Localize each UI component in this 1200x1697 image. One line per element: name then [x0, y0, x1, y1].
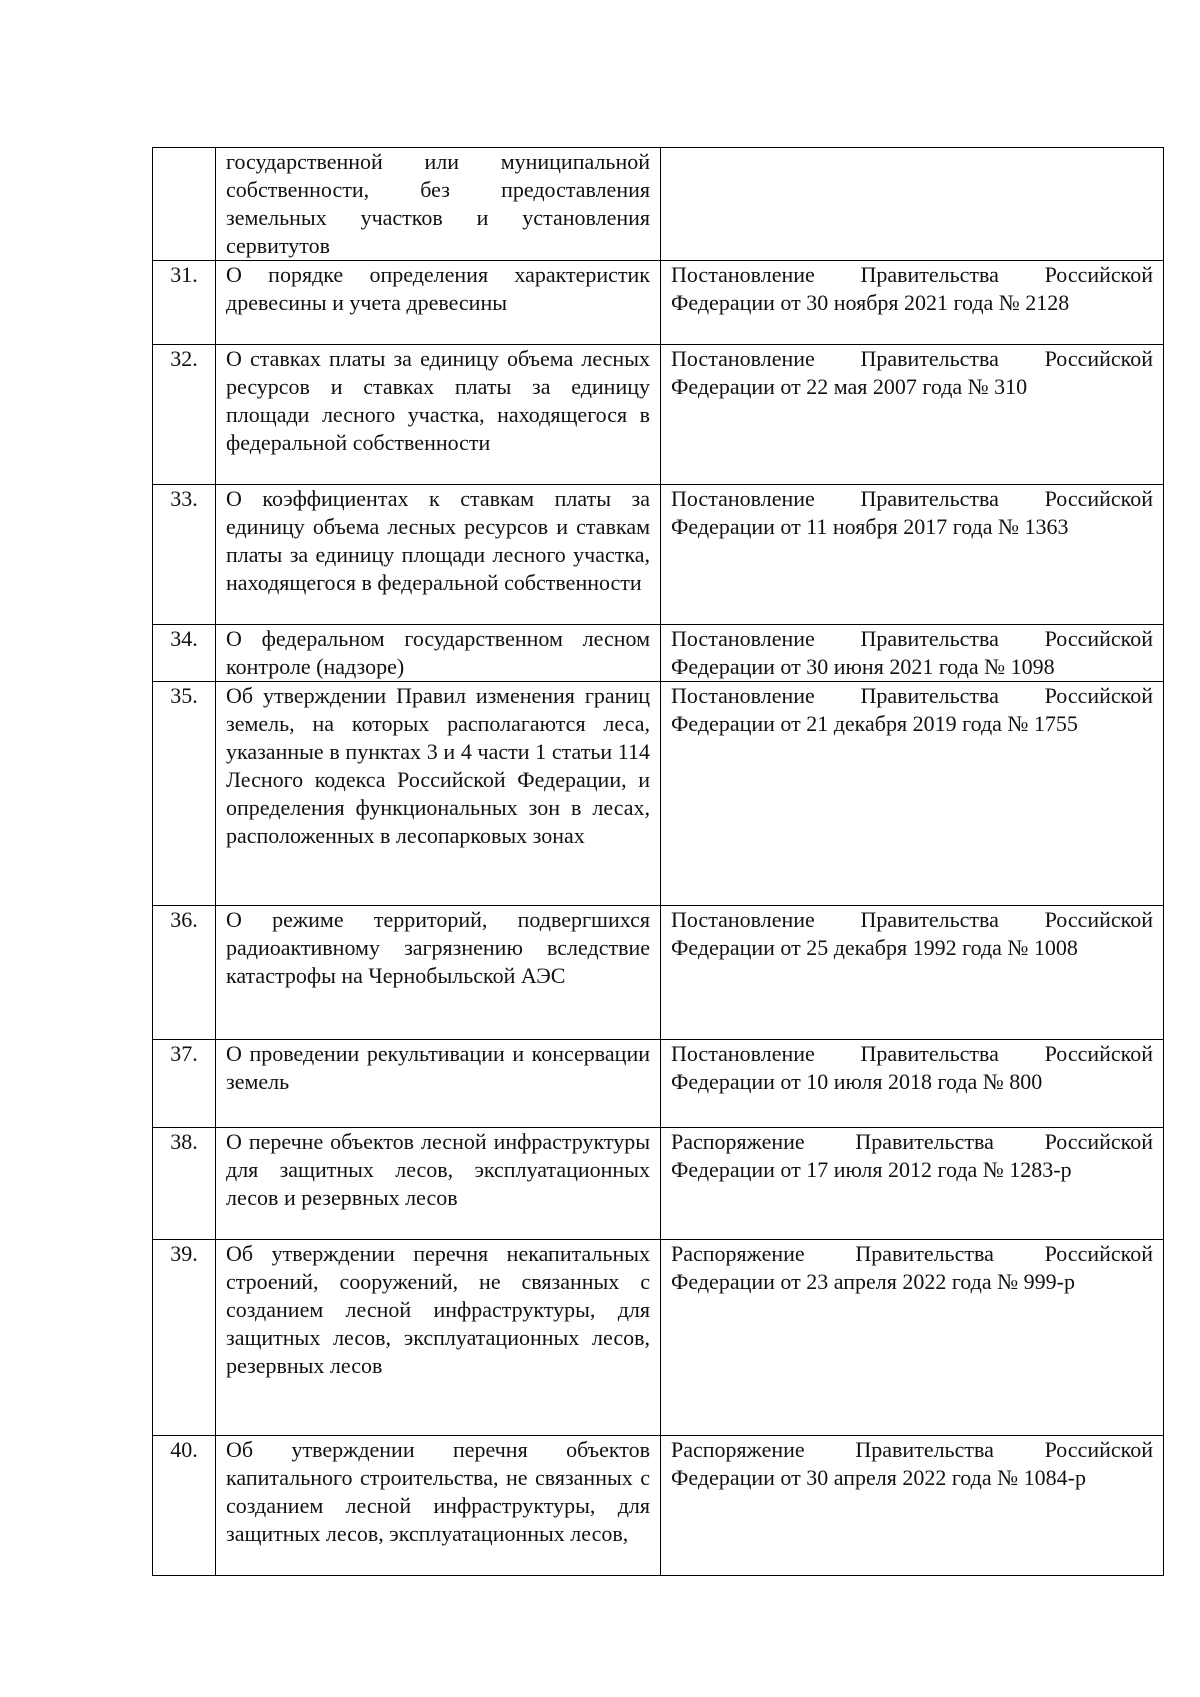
- legal-acts-table-body: [153, 148, 1164, 1576]
- act-document: Постановление Правительства Российской Федерации от 25 декабря 1992 года № 1008: [671, 907, 1153, 960]
- act-title: Об утверждении Правил изменения границ земель, на которых располагаются леса, указанные в пунктах 3 и 4 части 1 статьи 114 Лесного кодекса Российской Федерации, и определения функциональных зон в лесах, расположенных в лесопарковых зонах: [226, 683, 650, 848]
- act-document-cell: [661, 625, 1164, 682]
- act-document: Постановление Правительства Российской Федерации от 30 июня 2021 года № 1098: [671, 626, 1153, 679]
- act-document-cell: [661, 1040, 1164, 1128]
- act-document-cell: [661, 1240, 1164, 1436]
- table-row: [153, 682, 1164, 906]
- row-number: 32.: [170, 346, 198, 371]
- row-number: 36.: [170, 907, 198, 932]
- act-document: Постановление Правительства Российской Федерации от 30 ноября 2021 года № 2128: [671, 262, 1153, 315]
- act-title-cell: [216, 682, 661, 906]
- row-number-cell: [153, 1240, 216, 1436]
- row-number-cell: [153, 906, 216, 1040]
- row-number: 39.: [170, 1241, 198, 1266]
- act-title: О коэффициентах к ставкам платы за единицу объема лесных ресурсов и ставкам платы за единицу площади лесного участка, находящегося в федеральной собственности: [226, 486, 650, 595]
- act-document-cell: [661, 148, 1164, 261]
- act-title-cell: [216, 1040, 661, 1128]
- act-document-cell: [661, 345, 1164, 485]
- act-title: О порядке определения характеристик древесины и учета древесины: [226, 262, 650, 315]
- act-document: Постановление Правительства Российской Федерации от 22 мая 2007 года № 310: [671, 346, 1153, 399]
- act-document: Постановление Правительства Российской Федерации от 10 июля 2018 года № 800: [671, 1041, 1153, 1094]
- row-number-cell: [153, 1040, 216, 1128]
- act-title: Об утверждении перечня некапитальных строений, сооружений, не связанных с созданием лесной инфраструктуры, для защитных лесов, эксплуатационных лесов, резервных лесов: [226, 1241, 650, 1378]
- table-row: [153, 1128, 1164, 1240]
- act-title-cell: [216, 485, 661, 625]
- act-title: О федеральном государственном лесном контроле (надзоре): [226, 626, 650, 679]
- act-document-cell: [661, 261, 1164, 345]
- act-title-cell: [216, 148, 661, 261]
- act-title-cell: [216, 906, 661, 1040]
- row-number-cell: [153, 625, 216, 682]
- row-number-cell: [153, 682, 216, 906]
- table-row: [153, 345, 1164, 485]
- act-document-cell: [661, 1128, 1164, 1240]
- row-number-cell: [153, 1128, 216, 1240]
- act-title-cell: [216, 1240, 661, 1436]
- row-number: 40.: [170, 1437, 198, 1462]
- table-row: [153, 485, 1164, 625]
- act-document-cell: [661, 1436, 1164, 1576]
- row-number-cell: [153, 485, 216, 625]
- act-title-cell: [216, 345, 661, 485]
- legal-acts-table: [152, 147, 1164, 1576]
- row-number: 37.: [170, 1041, 198, 1066]
- row-number: 34.: [170, 626, 198, 651]
- act-document: Постановление Правительства Российской Федерации от 21 декабря 2019 года № 1755: [671, 683, 1153, 736]
- row-number-cell: [153, 261, 216, 345]
- table-row: [153, 261, 1164, 345]
- table-row: [153, 625, 1164, 682]
- act-title-cell: [216, 261, 661, 345]
- act-title-cell: [216, 1128, 661, 1240]
- row-number: 35.: [170, 683, 198, 708]
- row-number-cell: [153, 1436, 216, 1576]
- table-row: [153, 1436, 1164, 1576]
- table-row: [153, 906, 1164, 1040]
- act-document-cell: [661, 485, 1164, 625]
- row-number: 31.: [170, 262, 198, 287]
- act-title: О перечне объектов лесной инфраструктуры для защитных лесов, эксплуатационных лесов и резервных лесов: [226, 1129, 650, 1210]
- act-title: О режиме территорий, подвергшихся радиоактивному загрязнению вследствие катастрофы на Чернобыльской АЭС: [226, 907, 650, 988]
- act-document: Распоряжение Правительства Российской Федерации от 30 апреля 2022 года № 1084-р: [671, 1437, 1153, 1490]
- act-title-cell: [216, 1436, 661, 1576]
- act-document-cell: [661, 682, 1164, 906]
- act-title: Об утверждении перечня объектов капитального строительства, не связанных с созданием лесной инфраструктуры, для защитных лесов, эксплуатационных лесов,: [226, 1437, 650, 1546]
- act-title: государственной или муниципальной собственности, без предоставления земельных участков и установления сервитутов: [226, 149, 650, 258]
- row-number-cell: [153, 148, 216, 261]
- act-title: О ставках платы за единицу объема лесных ресурсов и ставках платы за единицу площади лесного участка, находящегося в федеральной собственности: [226, 346, 650, 455]
- row-number: 33.: [170, 486, 198, 511]
- act-title: О проведении рекультивации и консервации земель: [226, 1041, 650, 1094]
- table-row: [153, 1040, 1164, 1128]
- row-number: 38.: [170, 1129, 198, 1154]
- row-number-cell: [153, 345, 216, 485]
- act-document: Распоряжение Правительства Российской Федерации от 23 апреля 2022 года № 999-р: [671, 1241, 1153, 1294]
- act-title-cell: [216, 625, 661, 682]
- act-document: Постановление Правительства Российской Федерации от 11 ноября 2017 года № 1363: [671, 486, 1153, 539]
- act-document-cell: [661, 906, 1164, 1040]
- table-row: [153, 1240, 1164, 1436]
- act-document: Распоряжение Правительства Российской Федерации от 17 июля 2012 года № 1283-р: [671, 1129, 1153, 1182]
- table-row: [153, 148, 1164, 261]
